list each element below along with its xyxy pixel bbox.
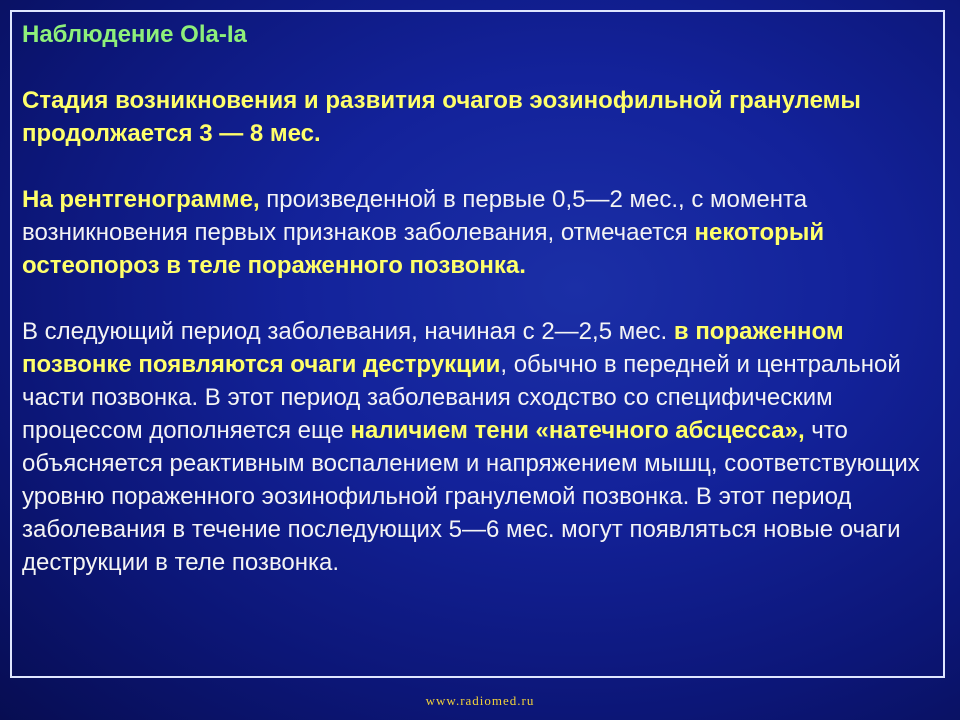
- slide-content: [22, 18, 944, 579]
- body-text: что объясняется реактивным воспалением и напряжением мышц, соответствующих уровню пораженного эозинофильной гранулемой позвонка. В этот период заболевания в течение последующих 5—6 мес. могут появляться новые очаги деструкции в теле позвонка.: [22, 417, 920, 576]
- footer-url: www.radiomed.ru: [425, 693, 535, 708]
- body-text: В следующий период заболевания, начиная с 2—2,5 мес.: [22, 318, 674, 345]
- paragraph-destruction: [22, 315, 944, 579]
- body-text: произведенной в первые 0,5—2 мес., с момента возникновения первых признаков заболевания, отмечается: [22, 186, 808, 246]
- body-text: , обычно в передней и центральной части позвонка. В этот период заболевания сходство со специфическим процессом дополняется еще: [22, 351, 901, 444]
- highlight-text: наличием тени «натечного абсцесса»,: [350, 417, 805, 444]
- slide-title: Наблюдение Ola-Ia: [22, 21, 247, 48]
- spacer: [22, 282, 944, 315]
- spacer: [22, 51, 944, 84]
- highlight-text: На рентгенограмме,: [22, 186, 260, 213]
- spacer: [22, 150, 944, 183]
- paragraph-radiograph: [22, 183, 944, 282]
- highlight-text: некоторый остеопороз в теле пораженного позвонка.: [22, 219, 825, 279]
- highlight-text: в пораженном позвонке появляются очаги деструкции: [22, 318, 844, 378]
- paragraph-duration: Стадия возникновения и развития очагов эозинофильной гранулемы продолжается 3 — 8 мес.: [22, 87, 861, 147]
